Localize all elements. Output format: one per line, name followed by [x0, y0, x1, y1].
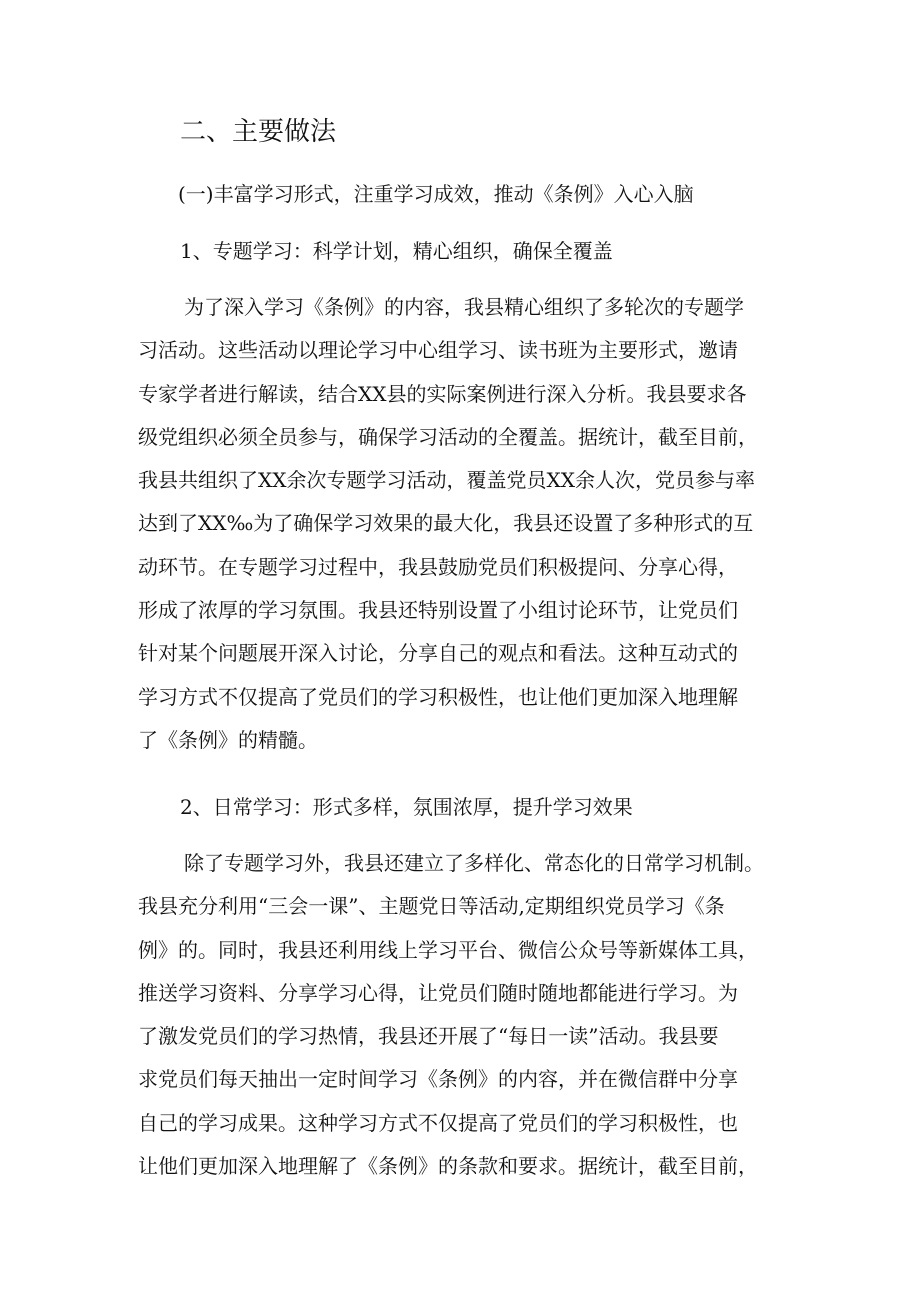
paragraph-line: 例》的。同时，我县还利用线上学习平台、微信公众号等新媒体工具， [138, 937, 758, 962]
item-1-title: 1、专题学习：科学计划，精心组织，确保全覆盖 [180, 239, 613, 263]
paragraph-line: 针对某个问题展开深入讨论，分享自己的观点和看法。这种互动式的 [138, 641, 738, 666]
item-2-title: 2、日常学习：形式多样，氛围浓厚，提升学习效果 [180, 795, 633, 819]
paragraph-line: 推送学习资料、分享学习心得，让党员们随时随地都能进行学习。为 [138, 980, 738, 1005]
paragraph-line: 我县充分利用“三会一课”、主题党日等活动,定期组织党员学习《条 [138, 894, 725, 919]
paragraph-line: 形成了浓厚的学习氛围。我县还特别设置了小组讨论环节，让党员们 [138, 598, 738, 623]
paragraph-line: 学习方式不仅提高了党员们的学习积极性，也让他们更加深入地理解 [138, 684, 738, 709]
paragraph-line: 求党员们每天抽出一定时间学习《条例》的内容，并在微信群中分享 [138, 1067, 738, 1092]
paragraph-line: 我县共组织了XX余次专题学习活动，覆盖党员XX余人次，党员参与率 [138, 468, 755, 493]
paragraph-line: 让他们更加深入地理解了《条例》的条款和要求。据统计，截至目前， [138, 1154, 758, 1179]
paragraph-line: 为了深入学习《条例》的内容，我县精心组织了多轮次的专题学 [184, 295, 744, 319]
paragraph-line: 专家学者进行解读，结合XX县的实际案例进行深入分析。我县要求各 [138, 381, 747, 406]
section-heading: 二、主要做法 [180, 117, 337, 147]
paragraph-line: 级党组织必须全员参与，确保学习活动的全覆盖。据统计，截至目前， [138, 424, 758, 449]
paragraph-line: 习活动。这些活动以理论学习中心组学习、读书班为主要形式，邀请 [138, 338, 738, 363]
paragraph-line: 自己的学习成果。这种学习方式不仅提高了党员们的学习积极性，也 [138, 1110, 738, 1135]
subsection-heading: (一)丰富学习形式，注重学习成效，推动《条例》入心入脑 [178, 182, 694, 206]
paragraph-line: 达到了XX‰为了确保学习效果的最大化，我县还设置了多种形式的互 [138, 511, 754, 536]
item-1-paragraph [138, 286, 798, 762]
paragraph-line: 除了专题学习外，我县还建立了多样化、常态化的日常学习机制。 [184, 851, 764, 875]
paragraph-line: 了激发党员们的学习热情，我县还开展了“每日一读”活动。我县要 [138, 1024, 719, 1049]
paragraph-line: 了《条例》的精髓。 [138, 727, 318, 752]
paragraph-line: 动环节。在专题学习过程中，我县鼓励党员们积极提问、分享心得， [138, 554, 738, 579]
item-2-paragraph [138, 842, 798, 1188]
